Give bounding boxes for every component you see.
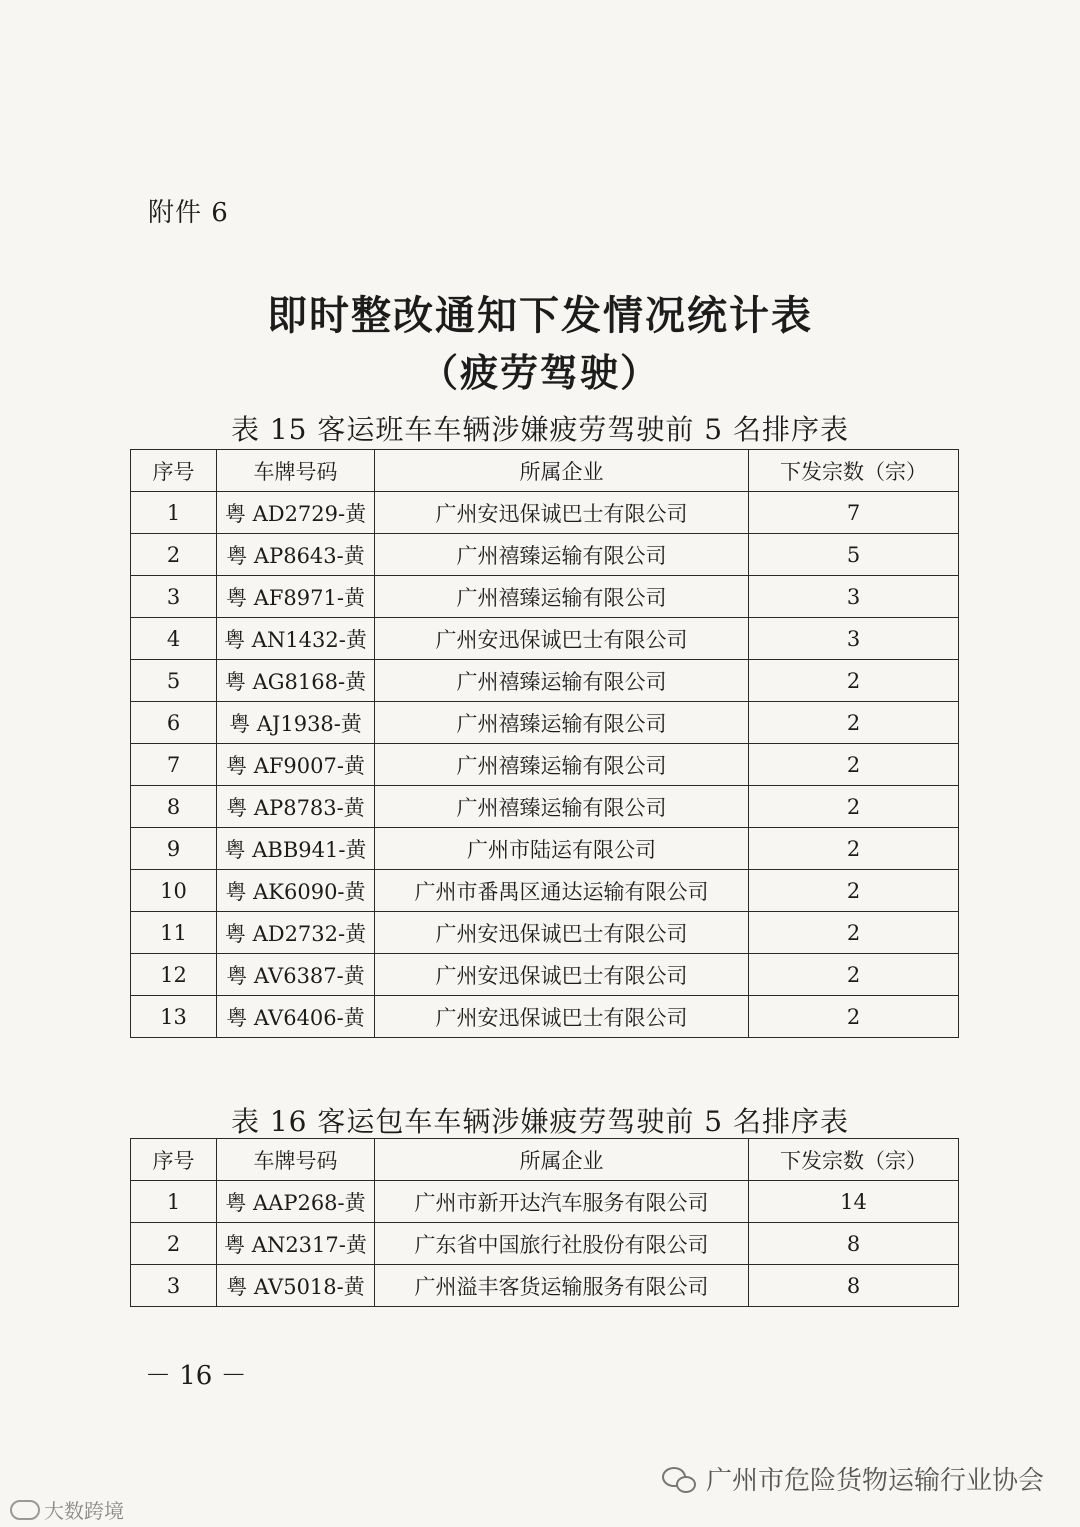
cell-count: 3 bbox=[749, 576, 959, 618]
cell-company: 广州安迅保诚巴士有限公司 bbox=[375, 954, 749, 996]
cell-count: 8 bbox=[749, 1223, 959, 1265]
cell-plate: 粤 AJ1938-黄 bbox=[217, 702, 375, 744]
column-header-count: 下发宗数（宗） bbox=[749, 450, 959, 492]
column-header-company: 所属企业 bbox=[375, 1139, 749, 1181]
cell-company: 广州禧臻运输有限公司 bbox=[375, 744, 749, 786]
cell-company: 广州安迅保诚巴士有限公司 bbox=[375, 492, 749, 534]
cell-index: 1 bbox=[131, 492, 217, 534]
cell-plate: 粤 AF9007-黄 bbox=[217, 744, 375, 786]
table-row bbox=[131, 492, 959, 534]
table-15 bbox=[130, 449, 959, 1038]
cell-count: 2 bbox=[749, 828, 959, 870]
cell-index: 13 bbox=[131, 996, 217, 1038]
cell-index: 9 bbox=[131, 828, 217, 870]
cell-index: 8 bbox=[131, 786, 217, 828]
cell-plate: 粤 AP8783-黄 bbox=[217, 786, 375, 828]
cell-company: 广州溢丰客货运输服务有限公司 bbox=[375, 1265, 749, 1307]
table-16 bbox=[130, 1138, 959, 1307]
cell-plate: 粤 AF8971-黄 bbox=[217, 576, 375, 618]
table-row bbox=[131, 1265, 959, 1307]
cell-count: 5 bbox=[749, 534, 959, 576]
cell-index: 1 bbox=[131, 1181, 217, 1223]
cell-index: 7 bbox=[131, 744, 217, 786]
column-header-plate: 车牌号码 bbox=[217, 1139, 375, 1181]
table-row bbox=[131, 534, 959, 576]
cell-count: 14 bbox=[749, 1181, 959, 1223]
column-header-company: 所属企业 bbox=[375, 450, 749, 492]
cell-company: 广州禧臻运输有限公司 bbox=[375, 534, 749, 576]
cell-count: 2 bbox=[749, 660, 959, 702]
cell-company: 广州安迅保诚巴士有限公司 bbox=[375, 996, 749, 1038]
table-row bbox=[131, 786, 959, 828]
cell-index: 5 bbox=[131, 660, 217, 702]
table-row bbox=[131, 954, 959, 996]
table-row bbox=[131, 576, 959, 618]
corner-mark-text: 大数跨境 bbox=[44, 1499, 124, 1523]
cell-plate: 粤 AK6090-黄 bbox=[217, 870, 375, 912]
watermark-text: 广州市危险货物运输行业协会 bbox=[705, 1466, 1044, 1496]
table-16-caption: 表 16 客运包车车辆涉嫌疲劳驾驶前 5 名排序表 bbox=[230, 1105, 850, 1138]
cell-plate: 粤 ABB941-黄 bbox=[217, 828, 375, 870]
cell-plate: 粤 AN1432-黄 bbox=[217, 618, 375, 660]
cell-count: 2 bbox=[749, 912, 959, 954]
cell-plate: 粤 AV5018-黄 bbox=[217, 1265, 375, 1307]
cell-company: 广东省中国旅行社股份有限公司 bbox=[375, 1223, 749, 1265]
logo-icon bbox=[10, 1500, 40, 1520]
table-row bbox=[131, 744, 959, 786]
cell-plate: 粤 AN2317-黄 bbox=[217, 1223, 375, 1265]
cell-count: 3 bbox=[749, 618, 959, 660]
table-row bbox=[131, 1223, 959, 1265]
cell-company: 广州市新开达汽车服务有限公司 bbox=[375, 1181, 749, 1223]
table-header-row bbox=[131, 1139, 959, 1181]
cell-plate: 粤 AP8643-黄 bbox=[217, 534, 375, 576]
cell-company: 广州禧臻运输有限公司 bbox=[375, 702, 749, 744]
cell-plate: 粤 AD2732-黄 bbox=[217, 912, 375, 954]
cell-count: 2 bbox=[749, 744, 959, 786]
page-number: － 16 － bbox=[145, 1361, 247, 1391]
cell-index: 10 bbox=[131, 870, 217, 912]
table-15-caption: 表 15 客运班车车辆涉嫌疲劳驾驶前 5 名排序表 bbox=[230, 413, 850, 446]
cell-index: 3 bbox=[131, 1265, 217, 1307]
cell-company: 广州安迅保诚巴士有限公司 bbox=[375, 618, 749, 660]
table-row bbox=[131, 618, 959, 660]
corner-mark bbox=[10, 1495, 124, 1524]
cell-company: 广州禧臻运输有限公司 bbox=[375, 786, 749, 828]
table-header-row bbox=[131, 450, 959, 492]
cell-index: 2 bbox=[131, 1223, 217, 1265]
column-header-plate: 车牌号码 bbox=[217, 450, 375, 492]
cell-index: 3 bbox=[131, 576, 217, 618]
table-row bbox=[131, 828, 959, 870]
cell-index: 6 bbox=[131, 702, 217, 744]
cell-count: 7 bbox=[749, 492, 959, 534]
table-row bbox=[131, 912, 959, 954]
cell-company: 广州安迅保诚巴士有限公司 bbox=[375, 912, 749, 954]
table-row bbox=[131, 1181, 959, 1223]
cell-count: 2 bbox=[749, 786, 959, 828]
column-header-index: 序号 bbox=[131, 450, 217, 492]
cell-plate: 粤 AV6387-黄 bbox=[217, 954, 375, 996]
document-subtitle: （疲劳驾驶） bbox=[419, 350, 660, 395]
wechat-icon bbox=[662, 1466, 698, 1492]
table-row bbox=[131, 702, 959, 744]
document-title: 即时整改通知下发情况统计表 bbox=[267, 292, 813, 339]
cell-count: 2 bbox=[749, 996, 959, 1038]
cell-company: 广州市番禺区通达运输有限公司 bbox=[375, 870, 749, 912]
cell-company: 广州市陆运有限公司 bbox=[375, 828, 749, 870]
attachment-label: 附件 6 bbox=[148, 198, 229, 228]
cell-count: 2 bbox=[749, 870, 959, 912]
watermark bbox=[662, 1460, 1044, 1497]
cell-index: 4 bbox=[131, 618, 217, 660]
cell-company: 广州禧臻运输有限公司 bbox=[375, 576, 749, 618]
cell-plate: 粤 AG8168-黄 bbox=[217, 660, 375, 702]
cell-count: 2 bbox=[749, 702, 959, 744]
table-row bbox=[131, 870, 959, 912]
cell-index: 11 bbox=[131, 912, 217, 954]
cell-plate: 粤 AV6406-黄 bbox=[217, 996, 375, 1038]
cell-index: 12 bbox=[131, 954, 217, 996]
cell-count: 8 bbox=[749, 1265, 959, 1307]
table-row bbox=[131, 996, 959, 1038]
cell-plate: 粤 AD2729-黄 bbox=[217, 492, 375, 534]
column-header-index: 序号 bbox=[131, 1139, 217, 1181]
cell-index: 2 bbox=[131, 534, 217, 576]
cell-company: 广州禧臻运输有限公司 bbox=[375, 660, 749, 702]
cell-count: 2 bbox=[749, 954, 959, 996]
column-header-count: 下发宗数（宗） bbox=[749, 1139, 959, 1181]
cell-plate: 粤 AAP268-黄 bbox=[217, 1181, 375, 1223]
table-row bbox=[131, 660, 959, 702]
